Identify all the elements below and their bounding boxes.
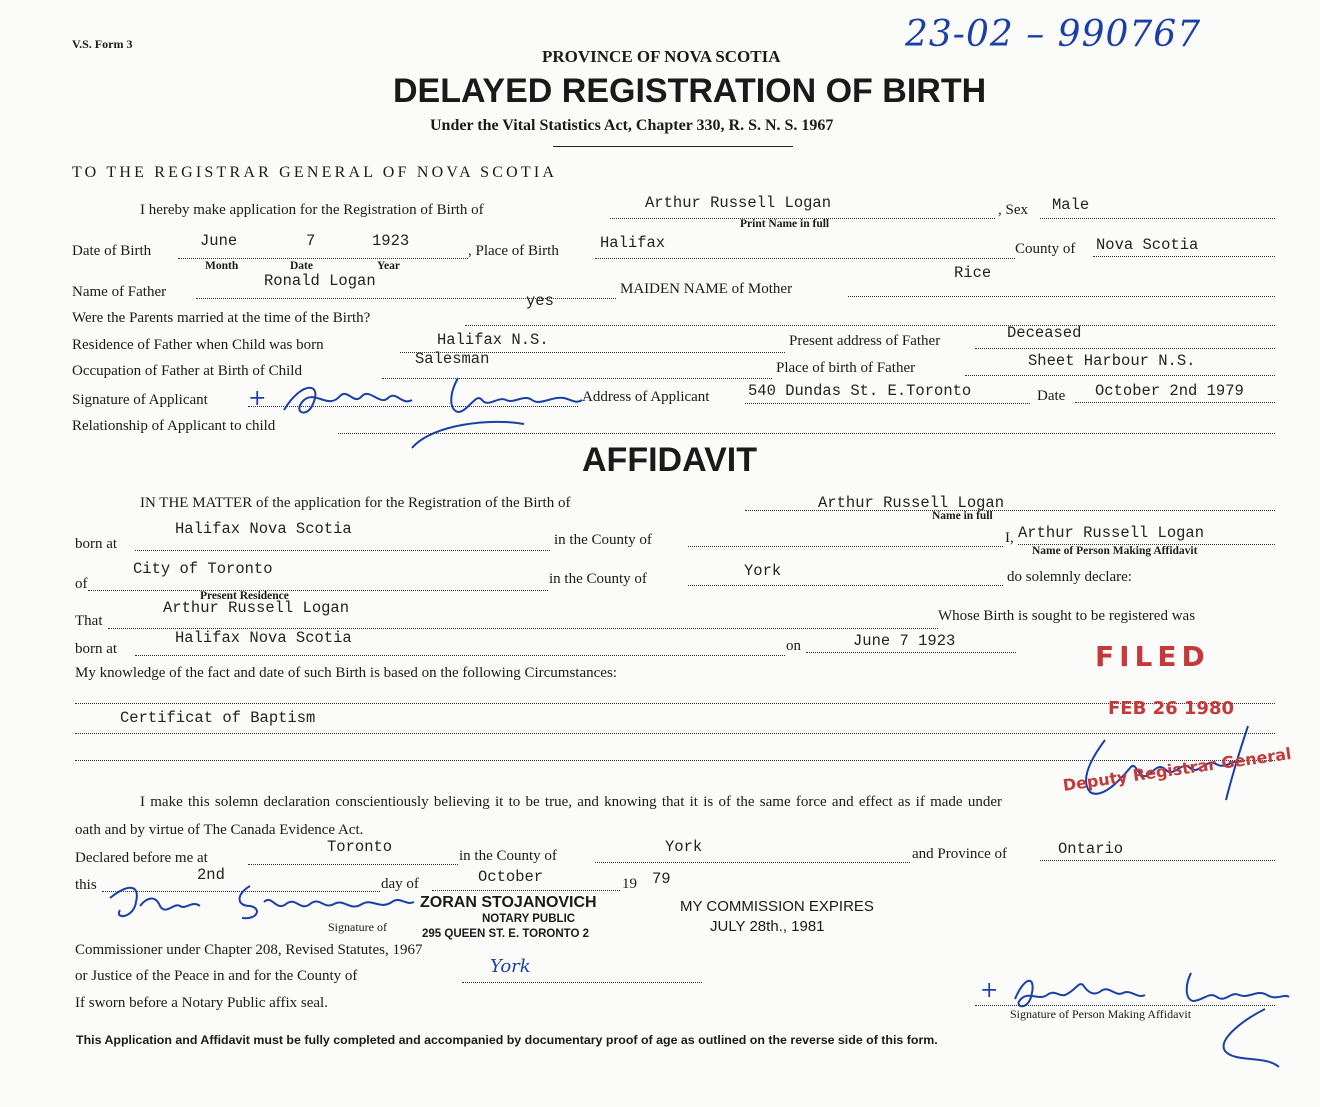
form-number: V.S. Form 3 [72,37,133,51]
date-value: October 2nd 1979 [1095,382,1244,400]
commissioner-label: Commissioner under Chapter 208, Revised Statutes, 1967 [75,942,423,958]
matter-label: IN THE MATTER of the application for the Registration of the Birth of [140,495,571,511]
knowledge-label: My knowledge of the fact and date of such Birth is based on the following Circumstances: [75,665,617,681]
month-line [432,890,620,891]
justice-line [462,982,702,983]
county-label-2: in the County of [554,532,652,548]
born-at-value: Halifax Nova Scotia [175,520,352,538]
occupation-value: Salesman [415,350,490,368]
born-at-line-2 [135,655,785,656]
sex-value: Male [1052,196,1090,214]
present-addr-line [975,348,1275,349]
matter-name-hint: Name in full [932,510,993,522]
pob-label: , Place of Birth [468,243,559,259]
on-label: on [786,638,801,654]
dob-month: June [200,232,238,250]
occupation-label: Occupation of Father at Birth of Child [72,363,302,379]
county3-label: in the County of [459,848,557,864]
married-value: yes [526,292,554,310]
filed-signer: Deputy Registrar General [1061,744,1293,795]
month-hint: Month [205,260,239,272]
applicant-address-label: Address of Applicant [582,389,710,405]
born-at-value-2: Halifax Nova Scotia [175,629,352,647]
of-line [88,590,548,591]
pob-value: Halifax [600,234,666,252]
year-suffix: 79 [652,870,671,888]
registration-number: 23-02 – 990767 [905,14,1202,55]
justice-label: or Justice of the Peace in and for the County of [75,968,358,984]
justice-county: York [490,956,531,977]
relationship-line [338,433,1275,434]
day-label: day of [381,876,419,892]
father-value: Ronald Logan [264,272,376,290]
child-name: Arthur Russell Logan [645,194,832,212]
notary-address: 295 QUEEN ST. E. TORONTO 2 [422,928,590,940]
county-value: Nova Scotia [1096,236,1199,254]
matter-name: Arthur Russell Logan [818,494,1005,512]
filed-stamp: FILED [1095,640,1210,673]
dob-day: 7 [306,232,316,250]
affidavit-title: AFFIDAVIT [582,441,758,479]
county3-line [595,862,910,863]
dob-line [178,258,468,259]
applicant-address-value: 540 Dundas St. E.Toronto [748,382,972,400]
declared-label: Declared before me at [75,850,208,866]
date-line [1075,402,1275,403]
i-label: I, [1005,530,1014,546]
deponent-hint: Name of Person Making Affidavit [1032,545,1198,557]
father-label: Name of Father [72,284,167,300]
pob-line [595,258,1015,259]
province-line [1040,860,1275,861]
this-label: this [75,877,97,893]
county-line-2 [688,546,1003,547]
date-label: Date [1037,388,1066,404]
deponent-sig-line [975,1005,1275,1006]
province-value: Ontario [1058,840,1124,858]
declaration-line-2: oath and by virtue of The Canada Evidence Act. [75,822,364,838]
form-title: DELAYED REGISTRATION OF BIRTH [393,72,987,110]
that-label: That [75,613,103,629]
dob-label: Date of Birth [72,243,152,259]
maiden-label: MAIDEN NAME of Mother [620,281,793,297]
year-prefix: 19 [622,876,637,892]
signature-label: Signature of Applicant [72,392,208,408]
county-line-3 [688,585,1003,586]
father-pob-label: Place of birth of Father [776,360,916,376]
deponent-name: Arthur Russell Logan [1018,524,1205,542]
dob-year: 1923 [372,232,410,250]
sex-line [1040,218,1275,219]
province-heading: PROVINCE OF NOVA SCOTIA [542,47,781,66]
notary-name: ZORAN STOJANOVICH [420,894,597,911]
on-line [806,652,1016,653]
sex-label: , Sex [998,202,1028,218]
signature-of-hint: Signature of [328,920,387,934]
of-value: City of Toronto [133,560,273,578]
county-line [1093,256,1275,257]
form-subtitle: Under the Vital Statistics Act, Chapter 330, R. S. N. S. 1967 [430,117,834,134]
married-label: Were the Parents married at the time of the Birth? [72,310,371,326]
commission-label: MY COMMISSION EXPIRES [680,898,874,915]
residence-value: Halifax N.S. [437,331,549,349]
on-value: June 7 1923 [853,632,956,650]
month-value: October [478,868,544,886]
born-at-label: born at [75,536,118,552]
relationship-label: Relationship of Applicant to child [72,418,276,434]
notary-role: NOTARY PUBLIC [482,913,576,925]
applicant-address-line [745,403,1030,404]
that-value: Arthur Russell Logan [163,599,350,617]
residence-label: Residence of Father when Child was born [72,337,324,353]
declared-at: Toronto [327,838,393,856]
date-hint: Date [290,260,313,272]
present-addr-value: Deceased [1007,324,1082,342]
whose-birth-label: Whose Birth is sought to be registered was [938,608,1196,624]
married-line [465,325,1275,326]
of-label: of [75,576,88,592]
applicant-signature [262,366,592,456]
born-at-line [135,550,550,551]
residence-hint: Present Residence [200,590,289,602]
declare-label: do solemnly declare: [1007,569,1132,585]
year-hint: Year [377,260,400,272]
footer-note: This Application and Affidavit must be fully completed and accompanied by documentary proof of age as outlined on the reverse side of this form. [76,1033,938,1047]
declaration-line-1: I make this solemn declaration conscientiously believing it to be true, and knowing that it is of the same force and effect as if made under [140,794,1002,810]
maiden-value: Rice [954,264,992,282]
born-at-label-2: born at [75,641,118,657]
subtitle-rule [553,146,793,147]
filed-date: FEB 26 1980 [1108,698,1234,719]
maiden-line [848,296,1275,297]
father-pob-value: Sheet Harbour N.S. [1028,352,1196,370]
addressee: TO THE REGISTRAR GENERAL OF NOVA SCOTIA [72,164,558,181]
deponent-sig-hint: Signature of Person Making Affidavit [1010,1007,1192,1021]
province-label: and Province of [912,846,1007,862]
circumstance-value: Certificat of Baptism [120,709,316,727]
father-pob-line [965,375,1275,376]
county-label-3: in the County of [549,571,647,587]
declared-line [248,864,458,865]
county2-value: York [744,562,782,580]
intro-label: I hereby make application for the Registration of Birth of [140,202,484,218]
county-label: County of [1015,241,1076,257]
day-value: 2nd [197,866,225,884]
county3-value: York [665,838,703,856]
notary-label: If sworn before a Notary Public affix seal. [75,995,328,1011]
name-hint: Print Name in full [740,218,830,230]
signature-mark: + [248,386,267,411]
deponent-signature-mark: + [980,978,999,1003]
commission-expiry: JULY 28th., 1981 [710,918,825,935]
circumstance-line-1 [75,703,1275,704]
present-addr-label: Present address of Father [789,333,941,349]
